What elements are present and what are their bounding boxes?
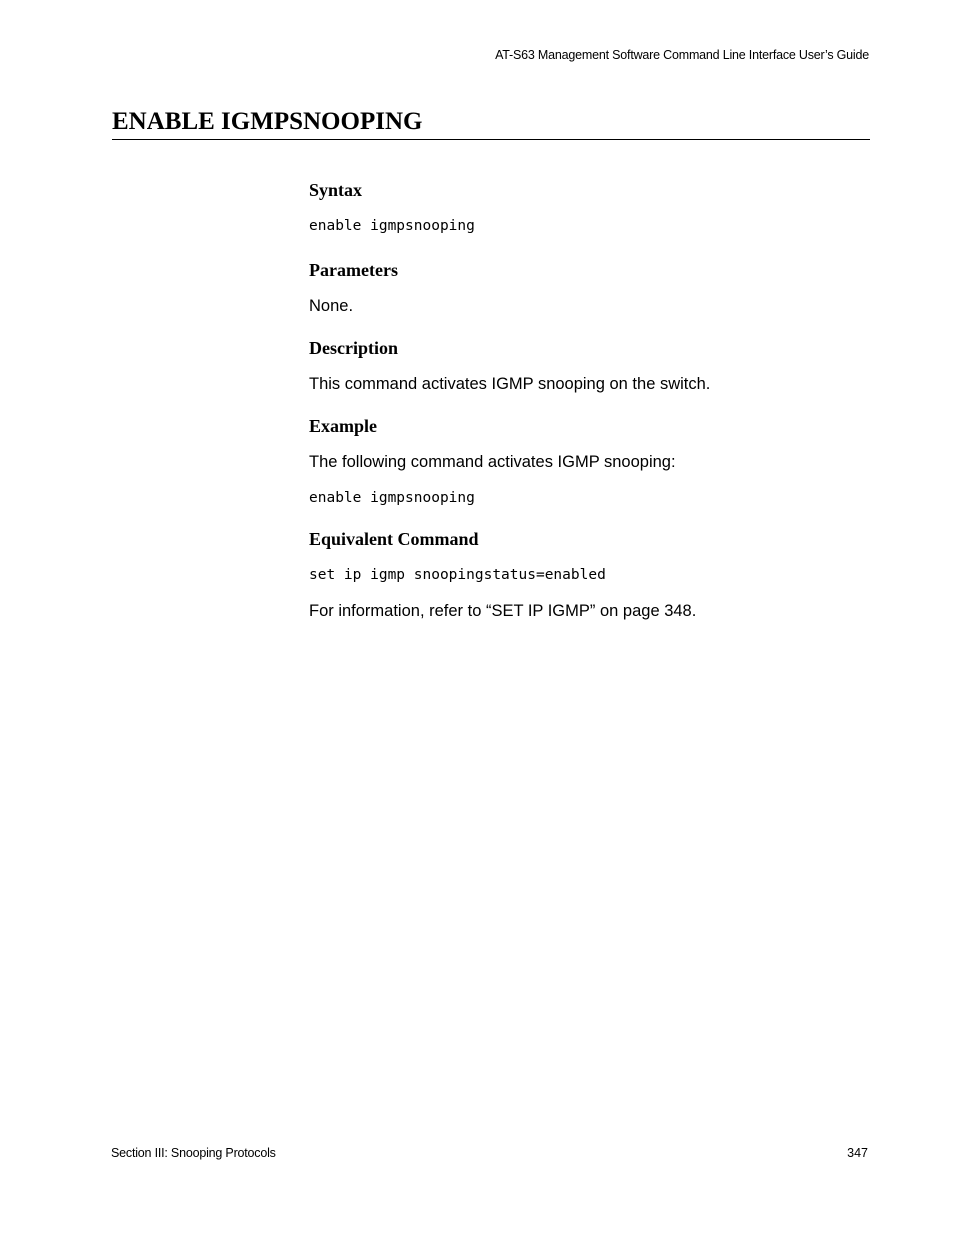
running-header: AT-S63 Management Software Command Line Interface User’s Guide (495, 48, 869, 62)
example-heading: Example (309, 416, 378, 436)
equivalent-command-heading: Equivalent Command (309, 529, 479, 549)
equivalent-command-reference: For information, refer to “SET IP IGMP” on page 348. (309, 602, 697, 620)
equivalent-command-code: set ip igmp snoopingstatus=enabled (309, 567, 606, 583)
syntax-code: enable igmpsnooping (309, 218, 475, 234)
example-text: The following command activates IGMP snooping: (309, 453, 676, 471)
description-heading: Description (309, 338, 398, 358)
footer-section-label: Section III: Snooping Protocols (111, 1146, 276, 1160)
command-content (309, 177, 869, 622)
footer-page-number: 347 (847, 1146, 868, 1160)
title-rule (112, 139, 870, 140)
syntax-heading: Syntax (309, 180, 363, 200)
page-title: ENABLE IGMPSNOOPING (112, 108, 423, 135)
parameters-text: None. (309, 297, 354, 315)
example-code: enable igmpsnooping (309, 490, 475, 506)
description-text: This command activates IGMP snooping on the switch. (309, 375, 711, 393)
parameters-heading: Parameters (309, 260, 398, 280)
